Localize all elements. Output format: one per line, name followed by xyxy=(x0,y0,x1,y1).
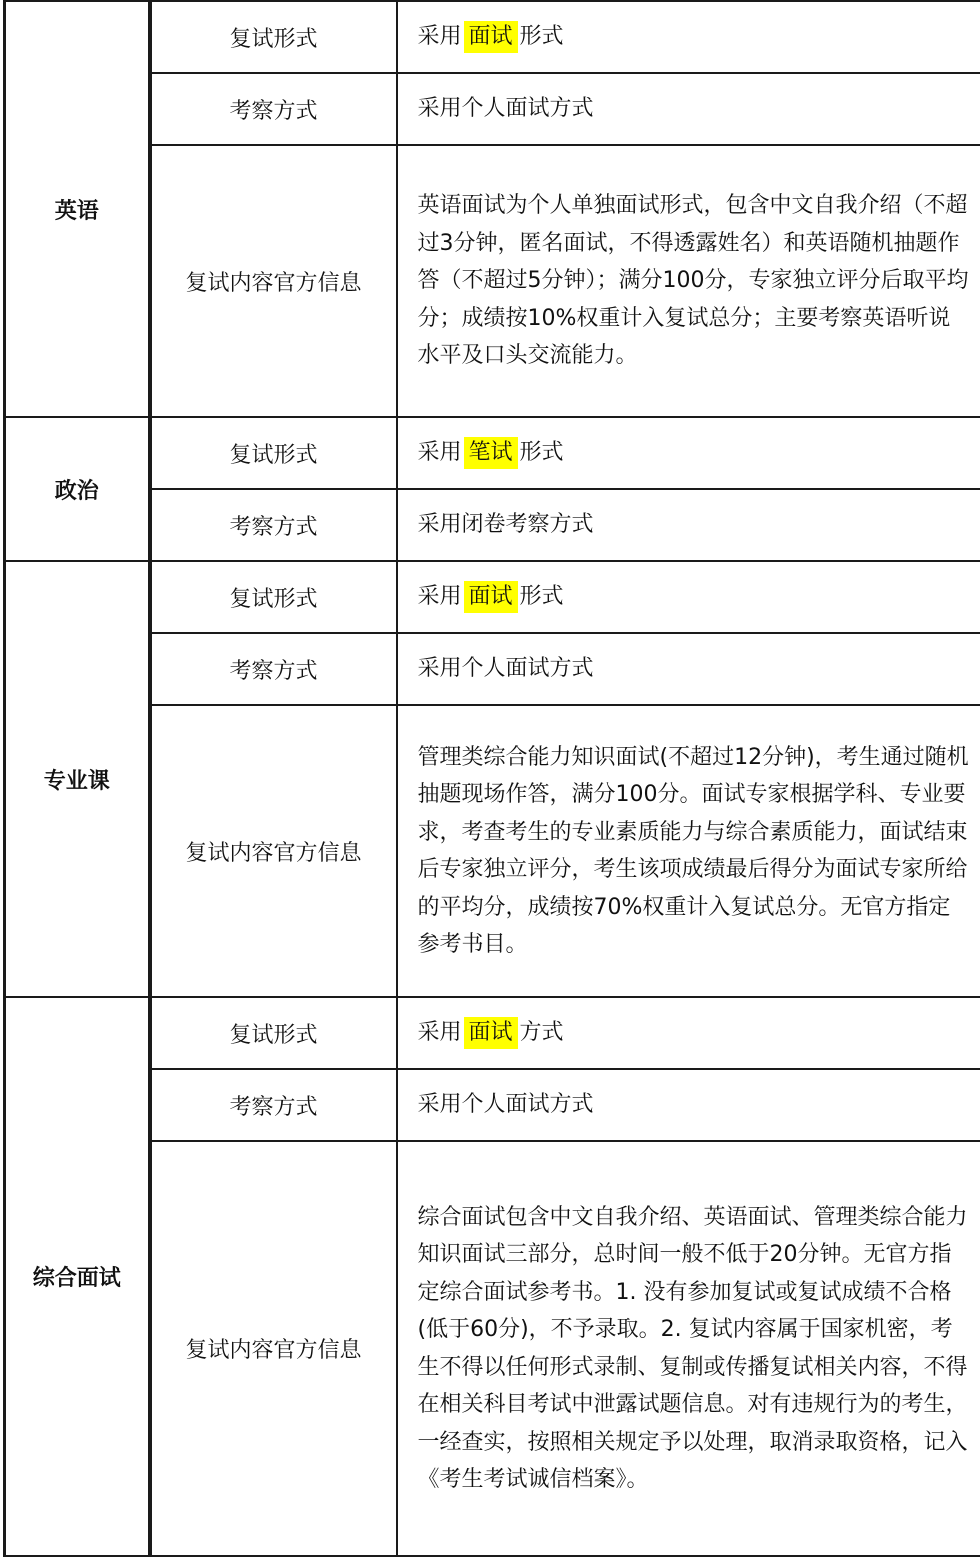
table-row xyxy=(5,417,980,489)
content-cell xyxy=(397,997,980,1069)
item-label: 复试形式 xyxy=(150,417,397,489)
table-row xyxy=(5,705,980,997)
highlight-mark: 面试 xyxy=(464,581,518,613)
item-label: 考察方式 xyxy=(150,633,397,705)
item-label: 复试内容官方信息 xyxy=(150,1141,397,1556)
item-label: 考察方式 xyxy=(150,489,397,561)
item-label: 复试形式 xyxy=(150,997,397,1069)
subject-cell-politics: 政治 xyxy=(5,417,150,561)
highlight-mark: 笔试 xyxy=(464,437,518,469)
content-suffix: 形式 xyxy=(519,440,564,466)
content-cell: 综合面试包含中文自我介绍、英语面试、管理类综合能力知识面试三部分，总时间一般不低于20分钟。无官方指定综合面试参考书。1. 没有参加复试或复试成绩不合格(低于60分)，不予录取。2. 复试内容属于国家机密，考生不得以任何形式录制、复制或传播复试相关内容，不得在相关科目考试中泄露试题信息。对有违规行为的考生，一经查实，按照相关规定予以处理，取消录取资格，记入《考生考试诚信档案》。 xyxy=(397,1141,980,1556)
table-row xyxy=(5,633,980,705)
content-cell: 采用个人面试方式 xyxy=(397,633,980,705)
item-label: 复试内容官方信息 xyxy=(150,705,397,997)
content-suffix: 形式 xyxy=(519,584,564,610)
content-cell: 采用个人面试方式 xyxy=(397,73,980,145)
content-prefix: 采用 xyxy=(417,1020,462,1046)
content-cell xyxy=(397,1,980,73)
content-cell: 管理类综合能力知识面试(不超过12分钟)，考生通过随机抽题现场作答，满分100分。面试专家根据学科、专业要求，考查考生的专业素质能力与综合素质能力，面试结束后专家独立评分，考生该项成绩最后得分为面试专家所给的平均分，成绩按70%权重计入复试总分。无官方指定参考书目。 xyxy=(397,705,980,997)
item-label: 考察方式 xyxy=(150,73,397,145)
item-label: 复试内容官方信息 xyxy=(150,145,397,417)
table-row xyxy=(5,997,980,1069)
item-label: 考察方式 xyxy=(150,1069,397,1141)
table-row xyxy=(5,145,980,417)
highlight-mark: 面试 xyxy=(464,1017,518,1049)
table-row xyxy=(5,1,980,73)
content-cell: 采用个人面试方式 xyxy=(397,1069,980,1141)
item-label: 复试形式 xyxy=(150,1,397,73)
subject-cell-major: 专业课 xyxy=(5,561,150,997)
item-label: 复试形式 xyxy=(150,561,397,633)
table-row xyxy=(5,561,980,633)
highlight-mark: 面试 xyxy=(464,21,518,53)
content-prefix: 采用 xyxy=(417,440,462,466)
content-prefix: 采用 xyxy=(417,584,462,610)
content-cell xyxy=(397,561,980,633)
content-cell: 采用闭卷考察方式 xyxy=(397,489,980,561)
content-cell: 英语面试为个人单独面试形式，包含中文自我介绍（不超过3分钟，匿名面试，不得透露姓名）和英语随机抽题作答（不超过5分钟）；满分100分，专家独立评分后取平均分；成绩按10%权重计入复试总分；主要考察英语听说水平及口头交流能力。 xyxy=(397,145,980,417)
content-suffix: 方式 xyxy=(519,1020,564,1046)
table-row xyxy=(5,73,980,145)
table-row xyxy=(5,1069,980,1141)
retest-info-table xyxy=(3,0,980,1557)
content-prefix: 采用 xyxy=(417,24,462,50)
table-row xyxy=(5,489,980,561)
content-cell xyxy=(397,417,980,489)
subject-cell-comprehensive: 综合面试 xyxy=(5,997,150,1556)
table-row xyxy=(5,1141,980,1556)
subject-cell-english: 英语 xyxy=(5,1,150,417)
content-suffix: 形式 xyxy=(519,24,564,50)
